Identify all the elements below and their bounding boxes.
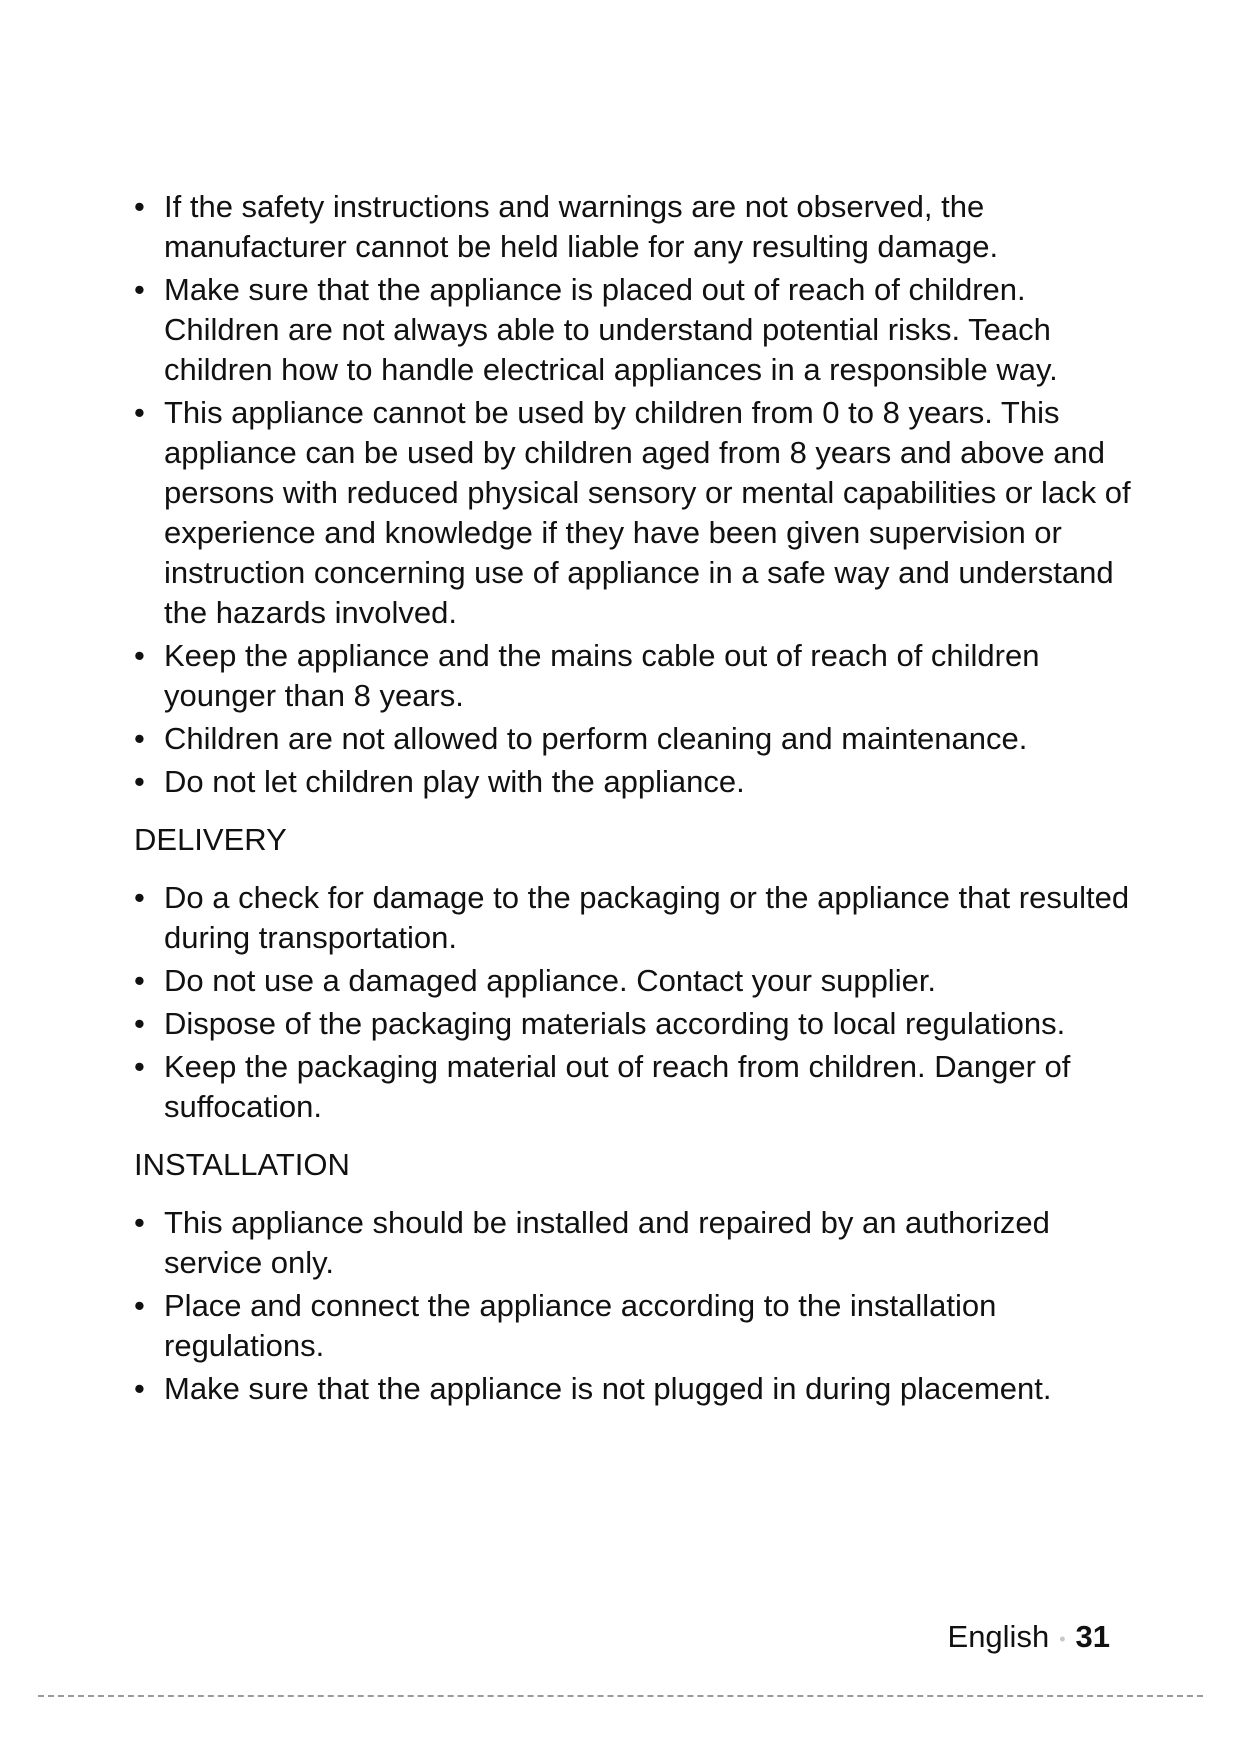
bullet: •: [134, 1205, 145, 1240]
list-item: [134, 393, 1134, 633]
list-item: [134, 719, 1134, 759]
list-item: [134, 1047, 1134, 1127]
list-item-text: This appliance cannot be used by children from 0 to 8 years. This appliance can be used by children aged from 8 years and above and persons with reduced physical sensory or mental capabilities or lack of experience and knowledge if they have been given supervision or instruction concerning use of appliance in a safe way and understand the hazards involved.: [164, 395, 1131, 630]
list-item: [134, 878, 1134, 958]
list-item: [134, 1203, 1134, 1283]
list-item-text: Do a check for damage to the packaging or the appliance that resulted during transportation.: [164, 880, 1130, 955]
page-number: 31: [1075, 1619, 1110, 1654]
installation-heading: INSTALLATION: [134, 1147, 350, 1182]
list-item-text: Place and connect the appliance according to the installation regulations.: [164, 1288, 997, 1363]
delivery-heading: DELIVERY: [134, 822, 287, 857]
delivery-list: [134, 878, 1134, 1127]
footer-separator: •: [1059, 1628, 1066, 1649]
bullet: •: [134, 395, 145, 430]
list-item: [134, 961, 1134, 1001]
bullet: •: [134, 1006, 145, 1041]
list-item-text: Dispose of the packaging materials according to local regulations.: [164, 1006, 1066, 1041]
safety-list: [134, 187, 1134, 802]
list-item: [134, 1004, 1134, 1044]
list-item-text: Keep the packaging material out of reach from children. Danger of suffocation.: [164, 1049, 1071, 1124]
list-item: [134, 1369, 1134, 1409]
list-item-text: Do not let children play with the appliance.: [164, 764, 745, 799]
page-footer: [948, 1617, 1110, 1659]
bullet: •: [134, 880, 145, 915]
bullet: •: [134, 963, 145, 998]
list-item-text: This appliance should be installed and repaired by an authorized service only.: [164, 1205, 1050, 1280]
list-item-text: Keep the appliance and the mains cable out of reach of children younger than 8 years.: [164, 638, 1040, 713]
bullet: •: [134, 638, 145, 673]
bullet: •: [134, 189, 145, 224]
list-item: [134, 636, 1134, 716]
list-item-text: Children are not allowed to perform cleaning and maintenance.: [164, 721, 1028, 756]
bullet: •: [134, 764, 145, 799]
footer-language: English: [947, 1619, 1050, 1654]
list-item-text: Make sure that the appliance is not plugged in during placement.: [164, 1371, 1052, 1406]
list-item-text: Do not use a damaged appliance. Contact your supplier.: [164, 963, 937, 998]
bullet: •: [134, 272, 145, 307]
bottom-divider: [38, 1695, 1203, 1697]
list-item: [134, 762, 1134, 802]
list-item-text: Make sure that the appliance is placed out of reach of children. Children are not always able to understand potential risks. Teach children how to handle electrical appliances in a responsible way.: [164, 272, 1058, 387]
bullet: •: [134, 1371, 145, 1406]
list-item: [134, 1286, 1134, 1366]
list-item: [134, 270, 1134, 390]
bullet: •: [134, 721, 145, 756]
list-item-text: If the safety instructions and warnings are not observed, the manufacturer cannot be held liable for any resulting damage.: [164, 189, 999, 264]
installation-list: [134, 1203, 1134, 1409]
bullet: •: [134, 1288, 145, 1323]
list-item: [134, 187, 1134, 267]
bullet: •: [134, 1049, 145, 1084]
page-content: [134, 187, 1134, 1412]
